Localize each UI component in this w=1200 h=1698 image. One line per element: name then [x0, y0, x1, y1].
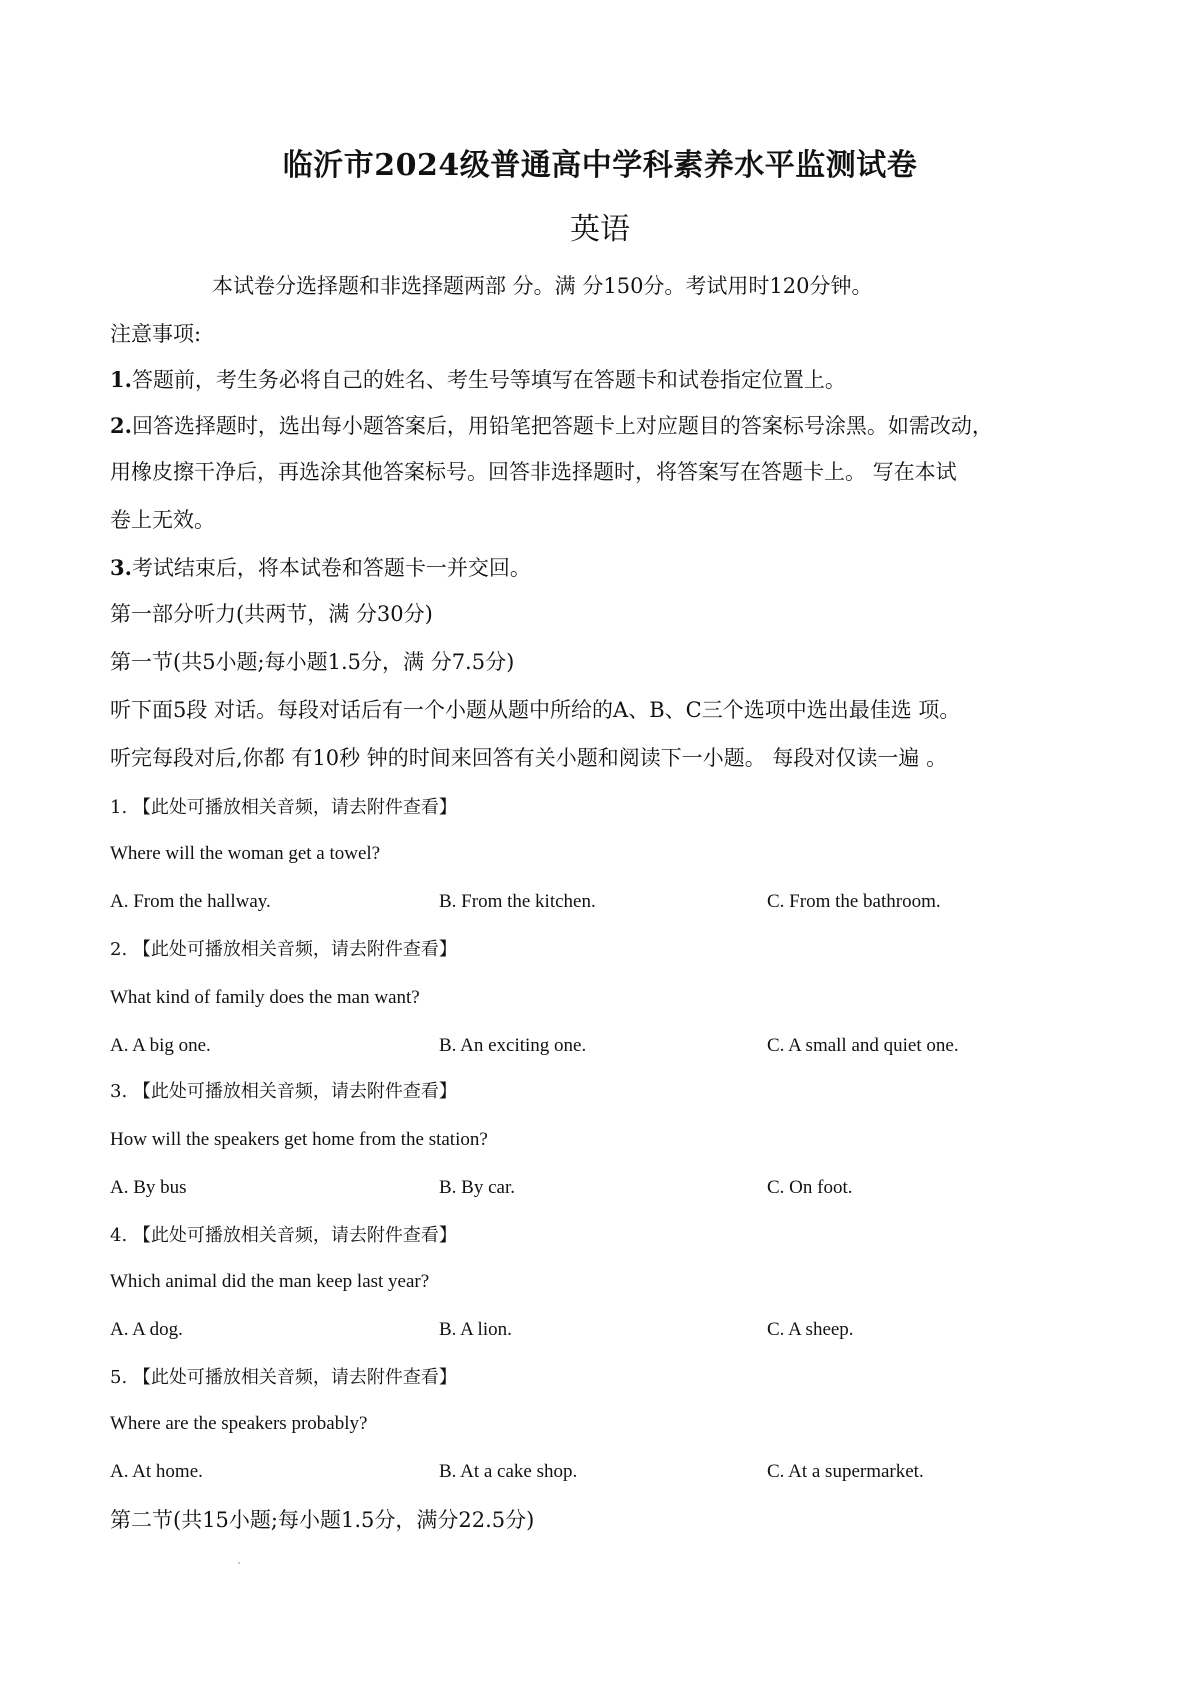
notice-item-3: [110, 552, 531, 584]
option-a: A. A big one.: [110, 1035, 211, 1056]
question-5: Where are the speakers probably?: [110, 1413, 368, 1434]
option-a: A. At home.: [110, 1461, 203, 1482]
notice-item-2-continued: 用橡皮擦干净后，再选涂其他答案标号。回答非选择题时，将答案写在答题卡上。 写在本试: [110, 460, 957, 484]
exam-subject: 英语: [570, 212, 630, 247]
notice-item-2: [110, 410, 993, 442]
notice-item-number: 2.: [110, 413, 132, 438]
notice-item-text: 考试结束后，将本试卷和答题卡一并交回。: [131, 556, 531, 580]
option-b: B. An exciting one.: [439, 1035, 587, 1056]
audio-placeholder-5: 5. 【此处可播放相关音频，请去附件查看】: [110, 1367, 457, 1388]
question-2: What kind of family does the man want?: [110, 987, 420, 1008]
option-a: A. By bus: [110, 1177, 187, 1198]
option-c: C. A small and quiet one.: [767, 1035, 959, 1056]
option-b: B. By car.: [439, 1177, 515, 1198]
option-c: C. From the bathroom.: [767, 891, 941, 912]
option-a: A. A dog.: [110, 1319, 183, 1340]
audio-placeholder-4: 4. 【此处可播放相关音频，请去附件查看】: [110, 1225, 457, 1246]
section2-title: 第二节(共15小题;每小题1.5分，满分22.5分): [110, 1508, 535, 1532]
notice-item-1: [110, 364, 846, 396]
option-b: B. At a cake shop.: [439, 1461, 578, 1482]
scan-speck: [238, 1562, 240, 1564]
notice-heading: 注意事项:: [110, 322, 202, 346]
question-3: How will the speakers get home from the station?: [110, 1129, 488, 1150]
question-1: Where will the woman get a towel?: [110, 843, 381, 864]
option-a: A. From the hallway.: [110, 891, 271, 912]
option-c: C. On foot.: [767, 1177, 853, 1198]
option-b: B. A lion.: [439, 1319, 512, 1340]
exam-intro: 本试卷分选择题和非选择题两部 分。满 分150分。考试用时120分钟。: [212, 274, 873, 298]
option-c: C. A sheep.: [767, 1319, 854, 1340]
audio-placeholder-1: 1. 【此处可播放相关音频，请去附件查看】: [110, 797, 457, 818]
exam-title: 临沂市2024级普通高中学科素养水平监测试卷: [282, 148, 918, 183]
audio-placeholder-2: 2. 【此处可播放相关音频，请去附件查看】: [110, 939, 457, 960]
audio-placeholder-3: 3. 【此处可播放相关音频，请去附件查看】: [110, 1081, 457, 1102]
section1-instruction-2: 听完每段对后,你都 有10秒 钟的时间来回答有关小题和阅读下一小题。 每段对仅读一遍 。: [110, 746, 948, 770]
section1-title: 第一节(共5小题;每小题1.5分，满 分7.5分): [110, 650, 515, 674]
section1-instruction-1: 听下面5段 对话。每段对话后有一个小题从题中所给的A、B、C三个选项中选出最佳选 项。: [110, 698, 961, 722]
option-c: C. At a supermarket.: [767, 1461, 924, 1482]
notice-item-number: 3.: [110, 555, 132, 580]
notice-item-2-end: 卷上无效。: [110, 508, 215, 532]
question-4: Which animal did the man keep last year?: [110, 1271, 430, 1292]
notice-item-text: 回答选择题时，选出每小题答案后，用铅笔把答题卡上对应题目的答案标号涂黑。如需改动，: [131, 414, 993, 438]
notice-item-text: 答题前，考生务必将自己的姓名、考生号等填写在答题卡和试卷指定位置上。: [131, 368, 846, 392]
part1-title: 第一部分听力(共两节，满 分30分): [110, 602, 433, 626]
option-b: B. From the kitchen.: [439, 891, 596, 912]
notice-item-number: 1.: [110, 367, 132, 392]
